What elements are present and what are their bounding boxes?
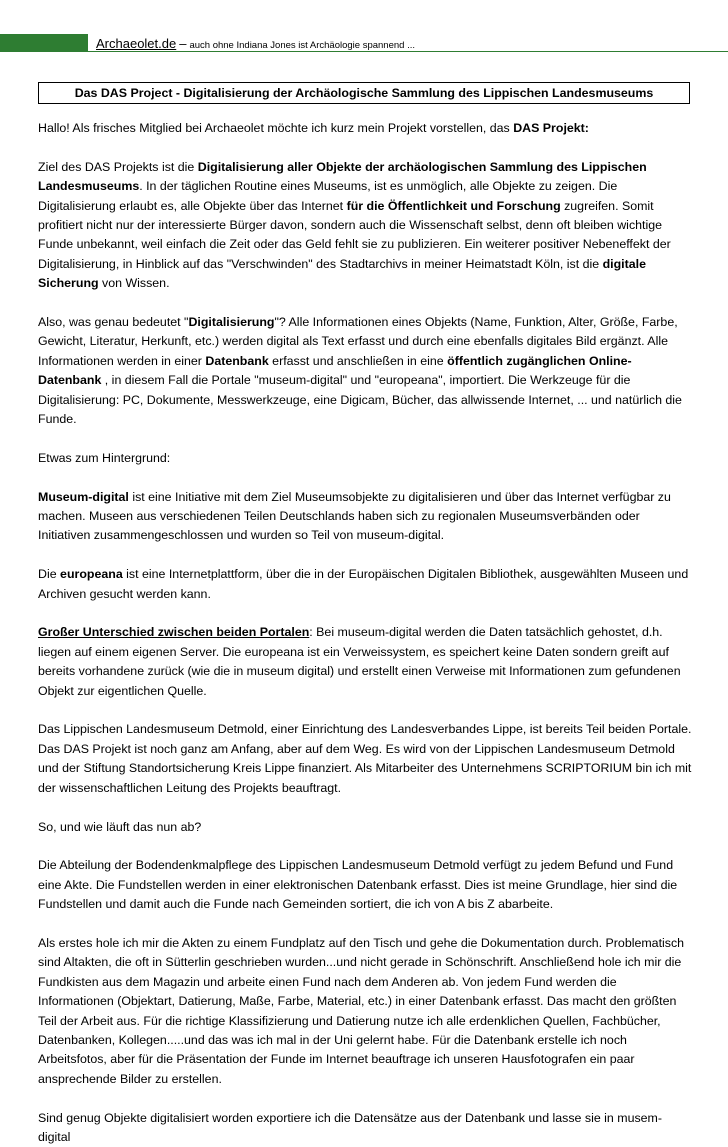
page-header bbox=[0, 0, 728, 60]
bold-text: für die Öffentlichkeit und Forschung bbox=[346, 198, 561, 213]
text: Das Lippischen Landesmuseum Detmold, einer Einrichtung des Landesverbandes Lippe, ist bereits Teil beiden Portale. Das DAS Projekt ist noch ganz am Anfang, aber auf dem Weg. Es wird von der Lippischen Landesmuseum Detmold und der Stiftung Standortsicherung Kreis Lippe finanziert. Als Mitarbeiter des Unternehmens SCRIPTORIUM bin ich mit der wissenschaftlichen Leitung des Projekts beauftragt. bbox=[38, 722, 692, 795]
text: Also, was genau bedeutet " bbox=[38, 315, 189, 330]
text: ist eine Internetplattform, über die in der Europäischen Digitalen Bibliothek, ausgewählten Museen und Archiven gesucht werden kann. bbox=[38, 567, 689, 601]
bold-text: digitale Sicherung bbox=[38, 256, 646, 291]
site-header-text bbox=[96, 36, 415, 51]
paragraph-arbeitsablauf bbox=[38, 934, 694, 1089]
text: . In der täglichen Routine eines Museums, ist es unmöglich, alle Objekte zu zeigen. Die Digitalisierung erlaubt es, alle Objekte über das Internet bbox=[38, 179, 618, 213]
paragraph-bodendenkmalpflege bbox=[38, 856, 694, 914]
paragraph-landesmuseum bbox=[38, 720, 694, 798]
paragraph-unterschied bbox=[38, 623, 694, 701]
document-title: Das DAS Project - Digitalisierung der Archäologische Sammlung des Lippischen Landesmuseums bbox=[38, 82, 690, 104]
text: Hallo! Als frisches Mitglied bei Archaeolet möchte ich kurz mein Projekt vorstellen, das bbox=[38, 121, 514, 135]
bold-text: europeana bbox=[60, 567, 123, 582]
text: von Wissen. bbox=[98, 276, 170, 291]
document-body bbox=[38, 119, 694, 1147]
bold-text: Digitalisierung aller Objekte der archäologischen Sammlung des Lippischen Landesmuseums bbox=[38, 159, 647, 194]
site-tagline: auch ohne Indiana Jones ist Archäologie spannend ... bbox=[189, 40, 415, 51]
text: Ziel des DAS Projekts ist die bbox=[38, 159, 198, 174]
text: So, und wie läuft das nun ab? bbox=[38, 819, 202, 834]
bold-text: öffentlich zugänglichen Online-Datenbank bbox=[38, 353, 632, 388]
text: erfasst und anschließen in eine bbox=[268, 353, 448, 368]
text: Die Abteilung der Bodendenkmalpflege des Lippischen Landesmuseum Detmold verfügt zu jedem Befund und Fund eine Akte. Die Fundstellen werden in einer elektronischen Datenbank erfasst. Dies ist meine Grundlage, hier sind die Fundstellen und damit auch die Funde nach Gemeinden sortiert, die ich von A bis Z abarbeite. bbox=[38, 858, 678, 912]
header-green-bar bbox=[0, 34, 88, 52]
bold-text: Datenbank bbox=[205, 353, 269, 368]
bold-text: Digitalisierung bbox=[188, 315, 275, 330]
header-dash: – bbox=[179, 36, 187, 51]
text: Etwas zum Hintergrund: bbox=[38, 450, 171, 465]
bold-text: DAS Projekt: bbox=[513, 121, 589, 135]
text: zugreifen. Somit profitiert nicht nur der interessierte Bürger davon, sondern auch die Wissenschaft selbst, denn oft bleiben wichtige Funde unbekannt, weil einfach die Zeit oder das Geld fehlt sie zu publizieren. Ein weiterer positiver Nebeneffekt der Digitalisierung, in Hinblick auf das "Verschwinden" des Stadtarchivs in meiner Heimatstadt Köln, ist die bbox=[38, 198, 671, 271]
site-name-link[interactable]: Archaeolet.de bbox=[96, 36, 177, 51]
paragraph-intro bbox=[38, 119, 694, 138]
paragraph-museum-digital bbox=[38, 488, 694, 546]
paragraph-ablauf-question bbox=[38, 818, 694, 837]
paragraph-hintergrund bbox=[38, 449, 694, 468]
text: Die bbox=[38, 567, 61, 582]
bold-text: Museum-digital bbox=[38, 489, 129, 504]
paragraph-export bbox=[38, 1109, 694, 1147]
text: ist eine Initiative mit dem Ziel Museumsobjekte zu digitalisieren und über das Internet verfügbar zu machen. Museen aus verschiedenen Teilen Deutschlands haben sich zu regionalen Museumsverbänden oder Initiativen zusammengeschlossen und wurden so Teil von museum-digital. bbox=[38, 489, 671, 543]
header-underline bbox=[88, 51, 728, 52]
paragraph-goal bbox=[38, 158, 694, 294]
text: : Bei museum-digital werden die Daten tatsächlich gehostet, d.h. liegen auf einem eigenen Server. Die europeana ist ein Verweissystem, es speichert keine Daten sondern greift auf bereits vorhandene zurück (wie die in museum digital) und erstellt einen Verweise mit Informationen zum gefundenen Objekt zur eigentlichen Quelle. bbox=[38, 625, 681, 698]
paragraph-europeana bbox=[38, 565, 694, 604]
bold-underlined-text: Großer Unterschied zwischen beiden Portalen bbox=[38, 625, 310, 640]
text: Als erstes hole ich mir die Akten zu einem Fundplatz auf den Tisch und gehe die Dokumentation durch. Problematisch sind Altakten, die oft in Sütterlin geschrieben wurden...und nicht gerade in Schönschrift. Anschließend hole ich mir die Fundkisten aus dem Magazin und arbeite einen Fund nach dem Anderen ab. Von jedem Fund werden die Informationen (Objektart, Datierung, Maße, Farbe, Material, etc.) in einer Datenbank erfasst. Das macht den größten Teil der Arbeit aus. Für die richtige Klassifizierung und Datierung nutze ich alle erdenklichen Quellen, Fachbücher, Datenbanken, Kollegen.....und das was ich mal in der Uni gelernt habe. Für die Datenbank erstelle ich noch Arbeitsfotos, aber für die Präsentation der Funde im Internet beauftrage ich unseren Hausfotografen ein paar ansprechende Bilder zu erstellen. bbox=[38, 935, 685, 1086]
paragraph-digitalisierung bbox=[38, 313, 694, 429]
text: "? Alle Informationen eines Objekts (Name, Funktion, Alter, Größe, Farbe, Gewicht, Literatur, Herkunft, etc.) werden digital als Text erfasst und durch eine ebenfalls digitales Bild ergänzt. Alle Informationen werden in einer bbox=[38, 315, 678, 368]
text: Sind genug Objekte digitalisiert worden exportiere ich die Datensätze aus der Datenbank und lasse sie in musem-digital bbox=[38, 1110, 663, 1144]
text: , in diesem Fall die Portale "museum-digital" und "europeana", importiert. Die Werkzeuge für die Digitalisierung: PC, Dokumente, Messwerkzeuge, eine Digicam, Bücher, das allwissende Internet, ... und natürlich die Funde. bbox=[38, 373, 682, 427]
